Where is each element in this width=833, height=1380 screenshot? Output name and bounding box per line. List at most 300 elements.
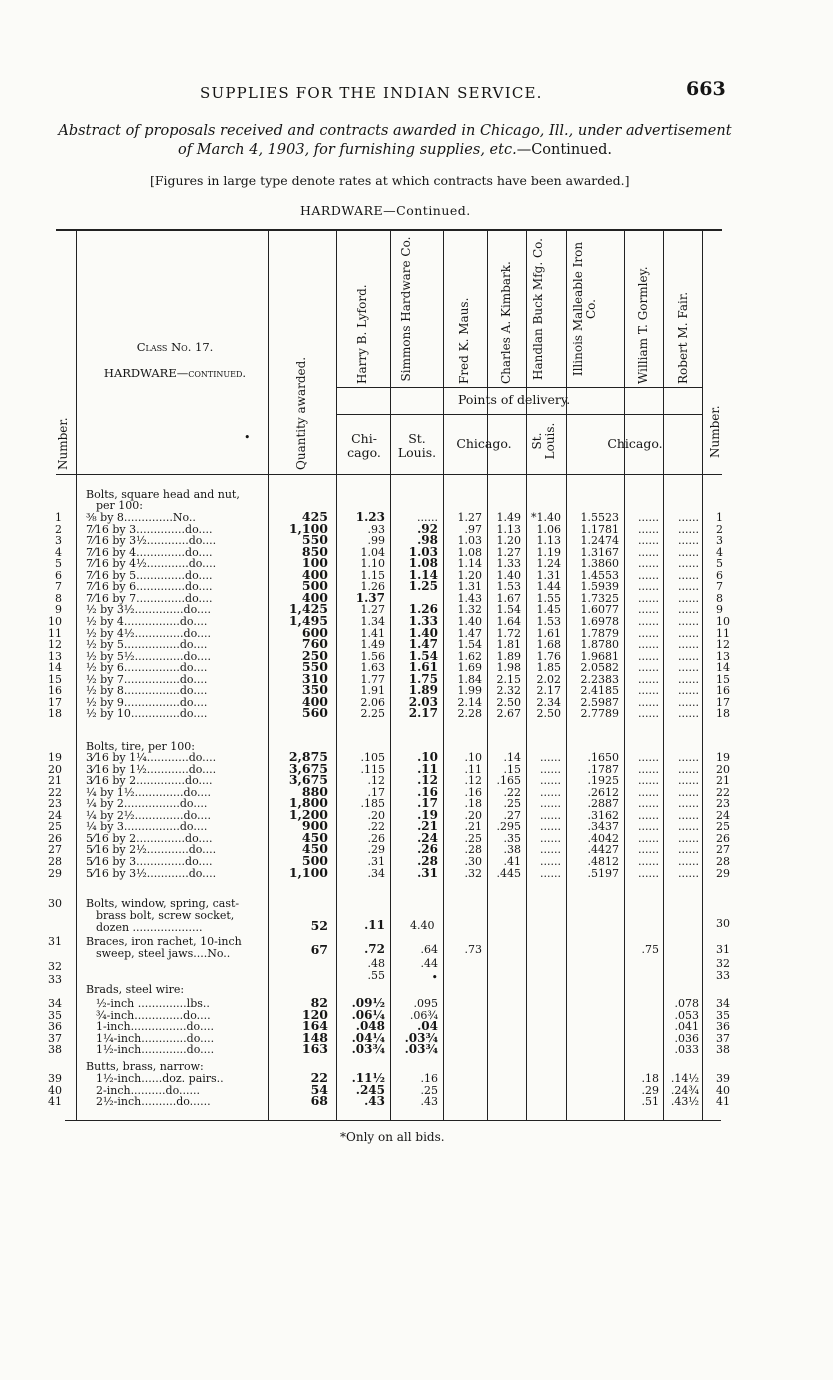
price-cell: .31	[367, 854, 385, 868]
row-number-left: 31	[48, 935, 62, 948]
row-number-right: 35	[716, 1008, 730, 1022]
row-number-right: 32	[716, 957, 730, 970]
price-cell: 1.08	[457, 545, 482, 559]
item-description: 2-inch..........do......	[96, 1083, 200, 1097]
price-cell: .10	[417, 750, 438, 764]
price-cell: 1.03	[457, 534, 482, 548]
price-cell: ......	[678, 751, 699, 764]
row-number-right: 19	[716, 751, 730, 764]
row-number-left: 28	[48, 854, 62, 868]
price-cell: ......	[678, 534, 699, 548]
price-cell: ......	[638, 820, 659, 834]
price-cell: 2.17	[536, 684, 561, 698]
price-cell: ......	[638, 614, 659, 628]
quantity-awarded: 550	[301, 532, 328, 548]
item-description: 7⁄16 by 3½............do....	[86, 534, 217, 548]
price-cell: 2.15	[496, 672, 521, 686]
row-number-right: 31	[716, 943, 730, 956]
price-cell: ......	[678, 661, 699, 675]
price-cell: .28	[417, 853, 438, 868]
row-number-right: 8	[716, 591, 723, 605]
row-number-right: 11	[716, 626, 730, 640]
price-cell: .55	[367, 969, 385, 982]
price-cell: .19	[417, 807, 438, 822]
page-number: 663	[686, 78, 726, 100]
row-number-left: 18	[48, 707, 62, 721]
price-cell: .09½	[351, 996, 385, 1010]
price-cell: ......	[678, 684, 699, 698]
price-cell: 1.3167	[580, 545, 619, 559]
price-cell: 2.03	[408, 694, 438, 709]
price-cell: .31	[417, 865, 438, 880]
price-cell: .12	[464, 774, 482, 788]
quantity-awarded: 3,675	[288, 772, 328, 788]
row-number-left: 13	[48, 649, 62, 663]
price-cell: .185	[360, 797, 385, 811]
item-description: ½ by 3½..............do....	[86, 603, 211, 617]
price-cell: 1.49	[496, 511, 521, 524]
bidder-heading: Illinois Malleable Iron Co.	[571, 241, 598, 377]
quantity-awarded: 2,875	[288, 749, 328, 764]
item-description: ½ by 5½..............do....	[86, 649, 211, 663]
price-cell: 1.03	[408, 544, 438, 559]
item-description: 7⁄16 by 5..............do....	[86, 568, 213, 582]
row-number-right: 6	[716, 568, 723, 582]
price-cell: 2.02	[536, 672, 561, 686]
row-number-left: 23	[48, 797, 62, 811]
item-description: 7⁄16 by 4..............do....	[86, 545, 213, 559]
row-number-left: 7	[55, 580, 62, 594]
price-cell: 1.41	[360, 626, 385, 640]
quantity-awarded: 120	[301, 1006, 328, 1022]
table-top-rule	[56, 229, 722, 231]
price-cell: ......	[638, 797, 659, 811]
price-cell: ......	[638, 854, 659, 868]
price-cell: .30	[464, 854, 482, 868]
row-number-right: 39	[716, 1072, 730, 1085]
price-cell: 1.9681	[580, 649, 619, 663]
price-cell: 1.40	[457, 614, 482, 628]
price-cell: 1.27	[496, 545, 521, 559]
price-cell: 1.24	[536, 557, 561, 571]
price-cell: .48	[367, 957, 385, 970]
price-cell: ......	[540, 831, 561, 845]
price-cell: .11	[464, 762, 482, 776]
row-number-right: 14	[716, 661, 730, 675]
price-cell: ......	[638, 762, 659, 776]
price-cell: .3162	[587, 808, 619, 822]
row-number-left: 38	[48, 1043, 62, 1056]
price-cell: .20	[367, 808, 385, 822]
quantity-awarded: 880	[301, 783, 328, 799]
row-number-left: 24	[48, 808, 62, 822]
row-number-left: 27	[48, 843, 62, 857]
row-number-left: 35	[48, 1008, 62, 1022]
row-number-right: 9	[716, 603, 723, 617]
price-cell: 1.25	[408, 579, 438, 594]
price-cell: .73	[464, 943, 482, 956]
number-heading-right: Number.	[708, 405, 722, 458]
row-number-right: 26	[716, 831, 730, 845]
row-number-left: 6	[55, 568, 62, 582]
price-cell: ......	[678, 614, 699, 628]
price-cell: 1.47	[408, 637, 438, 652]
item-description: 7⁄16 by 4½............do....	[86, 557, 217, 571]
price-cell: .43	[364, 1094, 385, 1108]
price-cell: ......	[678, 762, 699, 776]
item-description: ½ by 4½..............do....	[86, 626, 211, 640]
item-description: ½ by 7................do....	[86, 672, 208, 686]
price-cell: 1.54	[457, 638, 482, 652]
price-cell: .445	[496, 866, 521, 880]
row-number-left: 26	[48, 831, 62, 845]
price-cell: .97	[464, 522, 482, 536]
price-cell: ......	[678, 511, 699, 524]
price-cell: 2.50	[496, 695, 521, 709]
price-cell: ......	[638, 672, 659, 686]
row-number-left: 20	[48, 762, 62, 776]
row-number-right: 37	[716, 1031, 730, 1045]
price-cell: .04¼	[351, 1030, 385, 1045]
price-cell: 2.4185	[580, 684, 619, 698]
price-cell: ......	[678, 797, 699, 811]
price-cell: .03¾	[351, 1042, 385, 1056]
price-cell: 1.14	[408, 567, 438, 582]
price-cell: ......	[540, 808, 561, 822]
row-number-right: 41	[716, 1095, 730, 1108]
price-cell: .06¾	[409, 1008, 438, 1022]
quantity-awarded: 425	[301, 509, 328, 524]
price-cell: ......	[540, 797, 561, 811]
price-cell: .4427	[587, 843, 619, 857]
price-cell: .11	[417, 761, 438, 776]
price-cell: .41	[503, 854, 521, 868]
row-number-right: 17	[716, 695, 730, 709]
price-cell: ......	[638, 545, 659, 559]
price-cell: •	[431, 971, 438, 984]
price-cell: 1.91	[360, 684, 385, 698]
price-cell: 2.17	[408, 706, 438, 721]
price-cell: .21	[464, 820, 482, 834]
group-label: Brads, steel wire:	[86, 983, 185, 996]
price-cell: 1.2474	[580, 534, 619, 548]
col-rule	[76, 231, 77, 1121]
price-cell: 1.56	[360, 649, 385, 663]
quantity-awarded: 68	[310, 1093, 328, 1108]
number-heading-left: Number.	[56, 417, 70, 470]
row-number-left: 5	[55, 557, 62, 571]
price-cell: .06¼	[351, 1007, 385, 1022]
price-cell: 2.06	[360, 695, 385, 709]
price-cell: 1.43	[457, 591, 482, 605]
price-cell: 1.77	[360, 672, 385, 686]
delivery-chicago: Chicago.	[456, 436, 512, 451]
row-number-left: 36	[48, 1020, 62, 1033]
item-description: sweep, steel jaws....No..	[96, 947, 231, 960]
item-description: dozen ....................	[96, 921, 203, 934]
price-cell: 2.34	[536, 695, 561, 709]
quantity-awarded: 900	[301, 818, 328, 834]
item-description: Braces, iron rachet, 10-inch	[86, 935, 242, 948]
price-cell: 1.47	[457, 626, 482, 640]
item-description: ¼ by 1½..............do....	[86, 785, 211, 799]
row-number-right: 13	[716, 649, 730, 663]
price-cell: ......	[540, 762, 561, 776]
row-number-right: 34	[716, 997, 730, 1010]
quantity-awarded: 100	[301, 555, 328, 571]
row-number-left: 10	[48, 614, 62, 628]
price-cell: .048	[355, 1019, 385, 1033]
price-cell: .16	[417, 784, 438, 799]
price-cell: .29	[367, 843, 385, 857]
abstract-line1: Abstract of proposals received and contracts awarded in Chicago, Ill., under advertisement	[58, 123, 732, 139]
row-number-right: 25	[716, 820, 730, 834]
row-number-right: 2	[716, 522, 723, 536]
price-cell: ......	[678, 557, 699, 571]
header-bottom-rule	[56, 474, 722, 475]
bullet-mark: •	[244, 431, 251, 444]
price-cell: 2.0582	[580, 661, 619, 675]
item-description: 5⁄16 by 2½............do....	[86, 843, 217, 857]
price-cell: 1.33	[408, 613, 438, 628]
group-label: Butts, brass, narrow:	[86, 1060, 204, 1073]
price-cell: ......	[678, 831, 699, 845]
price-cell: 2.28	[457, 707, 482, 721]
delivery-chicago: Chicago.	[607, 436, 663, 451]
price-cell: .14½	[670, 1072, 699, 1085]
row-number-left: 1	[55, 511, 62, 524]
row-number-left: 41	[48, 1095, 62, 1108]
price-cell: 1.53	[496, 580, 521, 594]
price-cell: .1787	[587, 762, 619, 776]
price-cell: .12	[417, 773, 438, 788]
class-heading	[82, 334, 268, 386]
price-cell: .1650	[587, 751, 619, 764]
price-cell: 1.7325	[580, 591, 619, 605]
quantity-awarded: 350	[301, 682, 328, 698]
price-cell: .25	[420, 1083, 438, 1097]
price-cell: ......	[540, 854, 561, 868]
price-cell: 1.54	[496, 603, 521, 617]
price-cell: 1.6978	[580, 614, 619, 628]
row-number-right: 40	[716, 1083, 730, 1097]
price-cell: ......	[540, 843, 561, 857]
price-cell: .115	[360, 762, 385, 776]
price-cell: 1.04	[360, 545, 385, 559]
item-description: ¼ by 2................do....	[86, 797, 208, 811]
price-cell: 1.49	[360, 638, 385, 652]
price-cell: 2.7789	[580, 707, 619, 721]
price-cell: 1.55	[536, 591, 561, 605]
price-cell: .12	[367, 774, 385, 788]
price-cell: 1.6077	[580, 603, 619, 617]
item-description: 7⁄16 by 3..............do....	[86, 522, 213, 536]
abstract-continued: —Continued.	[516, 142, 612, 158]
bidder-heading: Handlan Buck Mfg. Co.	[531, 238, 545, 380]
price-cell: ......	[638, 649, 659, 663]
price-cell: .98	[417, 533, 438, 548]
price-cell: .26	[417, 842, 438, 857]
table-bottom-rule	[65, 1120, 721, 1121]
price-cell: .2887	[587, 797, 619, 811]
price-cell: .033	[674, 1043, 699, 1056]
quantity-awarded: 3,675	[288, 760, 328, 776]
price-cell: ......	[638, 591, 659, 605]
price-cell: ......	[678, 785, 699, 799]
price-cell: .11	[364, 918, 385, 932]
price-cell: ......	[638, 684, 659, 698]
item-description: ½ by 8................do....	[86, 684, 208, 698]
row-number-right: 18	[716, 707, 730, 721]
price-cell: ......	[540, 774, 561, 788]
item-description: 5⁄16 by 3..............do....	[86, 854, 213, 868]
item-description: 3⁄16 by 1½............do....	[86, 762, 217, 776]
price-cell: 1.13	[536, 534, 561, 548]
abstract-line2: of March 4, 1903, for furnishing supplies, etc.	[178, 142, 517, 158]
price-cell: ......	[638, 534, 659, 548]
price-cell: .28	[464, 843, 482, 857]
item-description: 3⁄16 by 1¼............do....	[86, 751, 217, 764]
col-rule	[566, 231, 567, 1121]
price-cell: 1.75	[408, 671, 438, 686]
price-cell: ......	[678, 545, 699, 559]
price-cell: ......	[678, 774, 699, 788]
price-cell: 1.7879	[580, 626, 619, 640]
price-cell: ......	[678, 568, 699, 582]
row-number-right: 29	[716, 866, 730, 880]
row-number-left: 2	[55, 522, 62, 536]
price-cell: .245	[355, 1082, 385, 1097]
col-rule	[702, 231, 703, 1121]
price-cell: .29	[641, 1083, 659, 1097]
price-cell: 1.54	[408, 648, 438, 663]
price-cell: .03¾	[404, 1042, 438, 1056]
price-cell: ......	[678, 591, 699, 605]
price-cell: 1.15	[360, 568, 385, 582]
price-cell: 1.53	[536, 614, 561, 628]
quantity-awarded: 500	[301, 578, 328, 594]
price-cell: .20	[464, 808, 482, 822]
price-cell: 1.1781	[580, 522, 619, 536]
row-number-right: 16	[716, 684, 730, 698]
price-cell: ......	[678, 866, 699, 880]
price-cell: .036	[674, 1031, 699, 1045]
price-cell: ......	[638, 774, 659, 788]
row-number-right: 15	[716, 672, 730, 686]
row-number-right: 7	[716, 580, 723, 594]
price-cell: .105	[360, 751, 385, 764]
price-cell: ......	[678, 808, 699, 822]
price-cell: .75	[641, 943, 659, 956]
row-number-left: 34	[48, 997, 62, 1010]
price-cell: .35	[503, 831, 521, 845]
price-cell: 1.34	[360, 614, 385, 628]
quantity-awarded: 82	[310, 995, 328, 1010]
price-cell: .43½	[670, 1095, 699, 1108]
price-cell: .4812	[587, 854, 619, 868]
quantity-awarded: 1,100	[288, 864, 328, 880]
price-cell: ......	[678, 854, 699, 868]
price-cell: ......	[678, 707, 699, 721]
row-number-left: 15	[48, 672, 62, 686]
price-cell: .72	[364, 942, 385, 956]
price-cell: .16	[420, 1072, 438, 1085]
price-cell: 1.81	[496, 638, 521, 652]
price-cell: .22	[503, 785, 521, 799]
price-cell: .93	[367, 522, 385, 536]
price-cell: ......	[638, 511, 659, 524]
price-cell: ......	[638, 568, 659, 582]
price-cell: ......	[678, 695, 699, 709]
quantity-awarded: 450	[301, 829, 328, 845]
bidder-heading: Fred K. Maus.	[457, 297, 471, 384]
group-label: per 100:	[96, 499, 144, 512]
item-description: 5⁄16 by 3½............do....	[86, 866, 217, 880]
price-cell: .3437	[587, 820, 619, 834]
row-number-left: 37	[48, 1031, 62, 1045]
price-cell: 2.25	[360, 707, 385, 721]
price-cell: 1.63	[360, 661, 385, 675]
bidder-heading: Robert M. Fair.	[676, 291, 690, 384]
price-cell: 1.33	[496, 557, 521, 571]
price-cell: 1.40	[408, 625, 438, 640]
price-cell: .51	[641, 1095, 659, 1108]
price-cell: 1.27	[360, 603, 385, 617]
row-number-right: 23	[716, 797, 730, 811]
price-cell: ......	[638, 603, 659, 617]
item-description: ⅜ by 8..............No..	[86, 511, 196, 524]
price-cell: ......	[678, 626, 699, 640]
price-cell: .25	[503, 797, 521, 811]
price-cell: .095	[413, 997, 438, 1010]
row-number-right: 22	[716, 785, 730, 799]
price-cell: .64	[420, 943, 438, 956]
row-number-left: 21	[48, 774, 62, 788]
row-number-right: 21	[716, 774, 730, 788]
price-cell: 1.31	[536, 568, 561, 582]
price-cell: .92	[417, 521, 438, 536]
price-cell: .03¾	[404, 1030, 438, 1045]
price-cell: .24	[417, 830, 438, 845]
points-of-delivery-heading: Points of delivery.	[458, 392, 571, 407]
price-cell: .24¾	[670, 1083, 699, 1097]
price-cell: 1.45	[536, 603, 561, 617]
row-number-left: 12	[48, 638, 62, 652]
quantity-awarded: 164	[301, 1018, 328, 1033]
price-cell: .22	[367, 820, 385, 834]
price-cell: 1.69	[457, 661, 482, 675]
price-cell: .11½	[351, 1071, 385, 1085]
price-cell: .18	[464, 797, 482, 811]
price-cell: ......	[678, 672, 699, 686]
quantity-awarded: 52	[310, 918, 328, 933]
row-number-left: 22	[48, 785, 62, 799]
quantity-awarded: 560	[301, 705, 328, 721]
price-cell: ......	[638, 843, 659, 857]
price-cell: *1.40	[531, 511, 561, 524]
price-cell: .295	[496, 820, 521, 834]
price-cell: 1.72	[496, 626, 521, 640]
price-cell: 2.50	[536, 707, 561, 721]
row-number-right: 10	[716, 614, 730, 628]
price-cell: 4.40	[410, 919, 435, 932]
quantity-awarded: 1,100	[288, 520, 328, 536]
price-cell: ......	[638, 522, 659, 536]
row-number-right: 24	[716, 808, 730, 822]
abstract-heading	[50, 122, 740, 160]
quantity-awarded: 1,800	[288, 795, 328, 811]
item-description: 5⁄16 by 2..............do....	[86, 831, 213, 845]
